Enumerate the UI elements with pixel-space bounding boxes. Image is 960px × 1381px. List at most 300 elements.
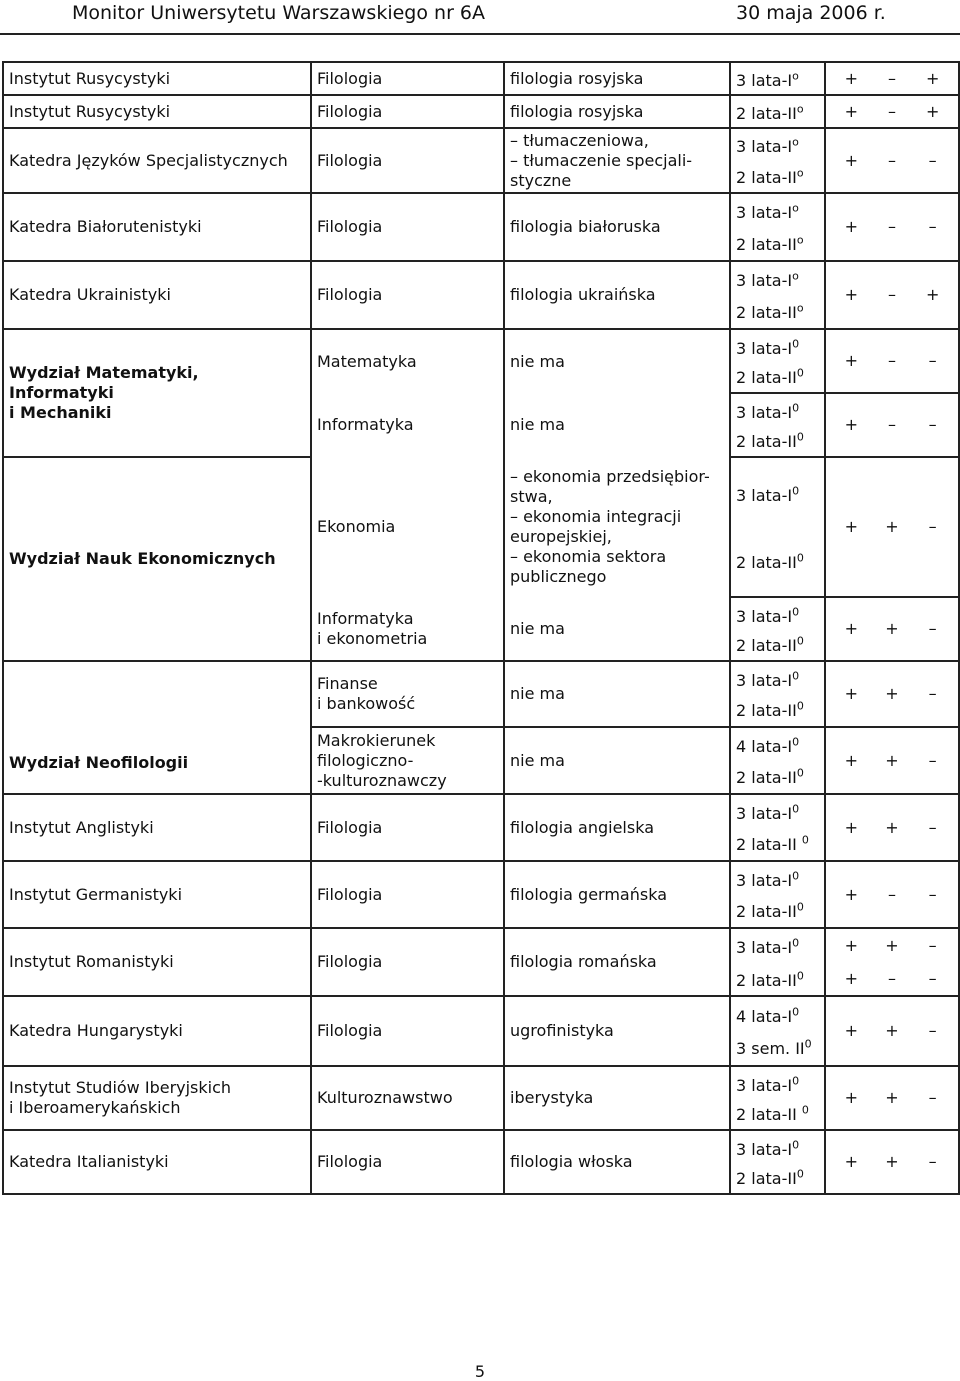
study-level bbox=[736, 1039, 812, 1058]
study-level-sup: 0 bbox=[796, 430, 804, 444]
level-line bbox=[736, 481, 819, 505]
spec-cell-line: – ekonomia przedsiębior- bbox=[510, 467, 710, 486]
field-cell-line: i ekonometria bbox=[317, 628, 428, 648]
study-level-text: 3 lata-I bbox=[736, 1139, 793, 1159]
unit-cell-text: Wydział Neofilologii bbox=[9, 752, 189, 772]
study-level bbox=[736, 835, 809, 854]
study-level bbox=[736, 432, 804, 451]
marks-group bbox=[831, 818, 953, 838]
marks-cell bbox=[825, 193, 959, 261]
mark: + bbox=[885, 684, 899, 703]
study-level-sup: 0 bbox=[792, 669, 800, 683]
marks-cell bbox=[825, 95, 959, 128]
study-level-text: 3 lata-I bbox=[736, 70, 793, 90]
field-cell-line: filologiczno- bbox=[317, 750, 414, 770]
table-row bbox=[3, 661, 959, 727]
table-row bbox=[3, 329, 959, 393]
level-cell bbox=[730, 928, 825, 962]
study-level-sup: 0 bbox=[796, 366, 804, 380]
study-level-text: 3 sem. II bbox=[736, 1039, 805, 1059]
marks-cell bbox=[825, 393, 959, 457]
study-level-text: 2 lata-II bbox=[736, 552, 797, 572]
marks-cell bbox=[825, 962, 959, 996]
marks-cell bbox=[825, 928, 959, 962]
marks-group bbox=[831, 684, 953, 704]
study-level-sup: 0 bbox=[792, 1074, 800, 1088]
publication-title: Monitor Uniwersytetu Warszawskiego nr 6A bbox=[72, 2, 485, 24]
spec-cell bbox=[504, 95, 730, 128]
field-cell-text: Matematyka bbox=[317, 351, 417, 371]
mark: + bbox=[844, 150, 859, 170]
field-cell-line: i bankowość bbox=[317, 694, 416, 713]
level-cell bbox=[730, 329, 825, 393]
unit-cell-line: Wydział Matematyki, Informatyki bbox=[9, 363, 199, 402]
mark: + bbox=[844, 1152, 859, 1171]
mark: – bbox=[887, 285, 896, 304]
level-cell bbox=[730, 861, 825, 928]
marks-group bbox=[831, 751, 953, 771]
mark: + bbox=[844, 884, 859, 904]
spec-cell-text: filologia włoska bbox=[510, 1152, 633, 1171]
level-cell bbox=[730, 128, 825, 193]
unit-cell-line: Instytut Studiów Iberyjskich bbox=[9, 1078, 232, 1097]
field-cell bbox=[311, 95, 504, 128]
field-cell bbox=[311, 727, 504, 794]
spec-cell-text: nie ma bbox=[510, 351, 565, 371]
field-cell bbox=[311, 393, 504, 457]
study-level-sup: 0 bbox=[792, 936, 800, 950]
spec-cell-text: filologia białoruska bbox=[510, 217, 661, 236]
marks-group bbox=[831, 1152, 953, 1172]
study-level-text: 2 lata-II bbox=[736, 834, 802, 854]
marks-group bbox=[831, 217, 953, 237]
study-level-sup: 0 bbox=[792, 605, 800, 619]
study-level-sup: 0 bbox=[801, 833, 809, 847]
field-cell bbox=[311, 1066, 504, 1130]
unit-cell bbox=[3, 193, 311, 261]
field-cell bbox=[311, 62, 504, 95]
marks-group bbox=[831, 415, 953, 435]
marks-group bbox=[831, 936, 953, 956]
spec-cell bbox=[504, 128, 730, 193]
spec-cell bbox=[504, 1130, 730, 1194]
marks-group bbox=[831, 885, 953, 905]
study-level bbox=[736, 168, 804, 187]
study-level-sup: o bbox=[796, 166, 804, 180]
field-cell bbox=[311, 329, 504, 393]
field-cell-line: Makrokierunek bbox=[317, 730, 436, 750]
spec-cell-text: nie ma bbox=[510, 750, 565, 770]
spec-cell bbox=[504, 996, 730, 1066]
publication-date: 30 maja 2006 r. bbox=[736, 2, 886, 24]
unit-cell-text: Instytut Anglistyki bbox=[9, 817, 154, 837]
mark: – bbox=[928, 684, 937, 703]
marks-group bbox=[831, 102, 953, 122]
spec-cell-text: nie ma bbox=[510, 684, 565, 703]
study-level-sup: 0 bbox=[796, 551, 804, 565]
unit-cell-text: Instytut Romanistyki bbox=[9, 952, 174, 971]
level-line bbox=[736, 667, 819, 691]
study-level-text: 2 lata-II bbox=[736, 970, 797, 990]
study-level-sup: 0 bbox=[792, 870, 800, 884]
study-level bbox=[736, 303, 804, 322]
mark: + bbox=[844, 1021, 859, 1040]
study-level-text: 3 lata-I bbox=[736, 271, 793, 291]
level-cell bbox=[730, 95, 825, 128]
marks-cell bbox=[825, 597, 959, 661]
mark: + bbox=[925, 101, 940, 121]
spec-cell bbox=[504, 393, 730, 457]
unit-cell-text: Instytut Rusycystyki bbox=[9, 101, 171, 121]
spec-cell-text: filologia angielska bbox=[510, 817, 654, 837]
marks-cell bbox=[825, 329, 959, 393]
unit-cell bbox=[3, 794, 311, 861]
study-level bbox=[736, 104, 804, 123]
programs-table bbox=[2, 61, 960, 1195]
marks-cell bbox=[825, 1130, 959, 1194]
level-cell bbox=[730, 661, 825, 727]
spec-cell bbox=[504, 261, 730, 329]
level-line bbox=[736, 898, 819, 922]
mark: – bbox=[887, 101, 896, 121]
level-line bbox=[736, 867, 819, 891]
study-level bbox=[736, 203, 799, 222]
level-cell bbox=[730, 393, 825, 457]
study-level bbox=[736, 768, 804, 787]
level-line bbox=[736, 267, 819, 291]
table-row bbox=[3, 193, 959, 261]
unit-cell bbox=[3, 1066, 311, 1130]
study-level bbox=[736, 486, 799, 505]
study-level-text: 3 lata-I bbox=[736, 203, 793, 223]
study-level-text: 2 lata-II bbox=[736, 1104, 802, 1124]
mark: – bbox=[928, 968, 937, 988]
unit-cell-text: Katedra Ukrainistyki bbox=[9, 285, 171, 304]
level-stack bbox=[736, 130, 819, 191]
study-level-text: 2 lata-II bbox=[736, 1168, 797, 1188]
study-level-sup: 0 bbox=[796, 699, 804, 713]
level-line bbox=[736, 363, 819, 387]
mark: – bbox=[887, 217, 896, 236]
level-stack bbox=[736, 730, 819, 791]
study-level-text: 3 lata-I bbox=[736, 804, 793, 824]
study-level bbox=[736, 553, 804, 572]
mark: – bbox=[887, 351, 896, 370]
level-stack bbox=[736, 396, 819, 454]
level-line bbox=[736, 1100, 819, 1124]
study-level-text: 2 lata-II bbox=[736, 901, 797, 921]
spec-cell-line: – ekonomia sektora bbox=[510, 547, 667, 566]
marks-group bbox=[831, 1088, 953, 1108]
marks-cell bbox=[825, 794, 959, 861]
field-cell-line: Finanse bbox=[317, 674, 378, 693]
level-cell bbox=[730, 794, 825, 861]
field-cell bbox=[311, 861, 504, 928]
mark: + bbox=[925, 285, 940, 304]
table-row bbox=[3, 1066, 959, 1130]
study-level-text: 2 lata-II bbox=[736, 367, 797, 387]
level-cell bbox=[730, 62, 825, 95]
level-line bbox=[736, 1135, 819, 1159]
study-level-sup: o bbox=[796, 233, 804, 247]
study-level-sup: 0 bbox=[804, 1037, 812, 1051]
level-line bbox=[736, 1003, 819, 1027]
level-stack bbox=[736, 1069, 819, 1127]
marks-group bbox=[831, 619, 953, 639]
level-line bbox=[736, 1035, 819, 1059]
marks-group bbox=[831, 351, 953, 371]
level-stack bbox=[736, 600, 819, 658]
field-cell-text: Ekonomia bbox=[317, 517, 396, 536]
spec-cell bbox=[504, 1066, 730, 1130]
mark: + bbox=[885, 1152, 899, 1171]
field-cell bbox=[311, 457, 504, 597]
mark: + bbox=[885, 1088, 899, 1107]
study-level bbox=[736, 636, 804, 655]
spec-cell-text: filologia rosyjska bbox=[510, 101, 644, 121]
mark: + bbox=[885, 619, 899, 638]
unit-cell-text: Wydział Nauk Ekonomicznych bbox=[9, 549, 276, 568]
spec-cell-text: iberystyka bbox=[510, 1088, 594, 1107]
mark: – bbox=[887, 884, 896, 904]
study-level-sup: 0 bbox=[801, 1103, 809, 1117]
study-level-sup: 0 bbox=[792, 1138, 800, 1152]
mark: – bbox=[928, 517, 937, 536]
level-stack bbox=[736, 999, 819, 1063]
spec-cell bbox=[504, 661, 730, 727]
spec-cell-line: publicznego bbox=[510, 567, 607, 586]
mark: – bbox=[887, 150, 896, 170]
level-stack bbox=[736, 460, 819, 594]
level-stack bbox=[736, 797, 819, 858]
study-level-text: 2 lata-II bbox=[736, 431, 797, 451]
mark: + bbox=[885, 935, 899, 955]
marks-cell bbox=[825, 62, 959, 95]
spec-cell bbox=[504, 62, 730, 95]
mark: – bbox=[887, 968, 896, 988]
field-cell-text: Filologia bbox=[317, 884, 383, 904]
field-cell bbox=[311, 996, 504, 1066]
field-cell-text: Filologia bbox=[317, 1021, 383, 1040]
level-line bbox=[736, 548, 819, 572]
mark: + bbox=[844, 415, 859, 434]
level-line bbox=[736, 733, 819, 757]
study-level bbox=[736, 701, 804, 720]
table-row bbox=[3, 95, 959, 128]
field-cell-text: Filologia bbox=[317, 285, 383, 304]
level-line bbox=[736, 164, 819, 188]
study-level-text: 2 lata-II bbox=[736, 701, 797, 721]
spec-cell-line: – ekonomia integracji bbox=[510, 507, 682, 526]
study-level bbox=[736, 607, 799, 626]
study-level bbox=[736, 804, 799, 823]
study-level bbox=[736, 938, 799, 957]
study-level bbox=[736, 271, 799, 290]
level-line bbox=[736, 764, 819, 788]
study-level bbox=[736, 1105, 809, 1124]
spec-cell bbox=[504, 928, 730, 996]
mark: – bbox=[928, 817, 937, 837]
field-cell-text: Filologia bbox=[317, 1152, 383, 1171]
page-header bbox=[0, 0, 960, 36]
study-level-sup: 0 bbox=[792, 337, 800, 351]
study-level bbox=[736, 235, 804, 254]
field-cell bbox=[311, 928, 504, 996]
unit-cell bbox=[3, 261, 311, 329]
level-stack bbox=[736, 664, 819, 724]
study-level-text: 3 lata-I bbox=[736, 137, 793, 157]
mark: + bbox=[844, 68, 859, 88]
header-rule bbox=[0, 33, 960, 35]
study-level bbox=[736, 671, 799, 690]
study-level bbox=[736, 71, 799, 90]
study-level-text: 4 lata-I bbox=[736, 737, 793, 757]
mark: – bbox=[928, 150, 937, 170]
mark: – bbox=[928, 1088, 937, 1107]
marks-cell bbox=[825, 261, 959, 329]
marks-cell bbox=[825, 861, 959, 928]
study-level-sup: 0 bbox=[796, 1167, 804, 1181]
unit-cell-text: Katedra Białorutenistyki bbox=[9, 217, 202, 236]
field-cell-line: -kulturoznawczy bbox=[317, 770, 447, 790]
level-line bbox=[736, 133, 819, 157]
field-cell-text: Filologia bbox=[317, 952, 383, 971]
level-line bbox=[736, 427, 819, 451]
field-cell bbox=[311, 193, 504, 261]
study-level-sup: 0 bbox=[796, 634, 804, 648]
study-level-sup: o bbox=[792, 136, 799, 150]
level-stack bbox=[736, 332, 819, 390]
level-cell bbox=[730, 193, 825, 261]
study-level-text: 3 lata-I bbox=[736, 671, 793, 691]
study-level bbox=[736, 368, 804, 387]
mark: + bbox=[844, 217, 859, 236]
mark: + bbox=[925, 68, 940, 88]
level-line bbox=[736, 631, 819, 655]
mark: – bbox=[928, 1152, 937, 1171]
mark: – bbox=[928, 217, 937, 236]
study-level bbox=[736, 1076, 799, 1095]
study-level-sup: 0 bbox=[792, 736, 800, 750]
marks-cell bbox=[825, 661, 959, 727]
unit-cell bbox=[3, 62, 311, 95]
page-number: 5 bbox=[474, 1362, 486, 1381]
study-level bbox=[736, 403, 799, 422]
study-level-text: 3 lata-I bbox=[736, 402, 793, 422]
unit-cell bbox=[3, 329, 311, 457]
study-level-text: 2 lata-II bbox=[736, 103, 797, 123]
study-level-text: 3 lata-I bbox=[736, 606, 793, 626]
marks-group bbox=[831, 151, 953, 171]
study-level-text: 3 lata-I bbox=[736, 485, 793, 505]
spec-cell-text: filologia germańska bbox=[510, 884, 667, 904]
study-level-text: 2 lata-II bbox=[736, 303, 797, 323]
level-line bbox=[736, 231, 819, 255]
spec-cell-text: nie ma bbox=[510, 415, 565, 434]
spec-cell-text: nie ma bbox=[510, 618, 565, 638]
field-cell-text: Filologia bbox=[317, 817, 383, 837]
level-cell bbox=[730, 457, 825, 597]
study-level-sup: 0 bbox=[796, 969, 804, 983]
study-level-sup: o bbox=[792, 201, 799, 215]
study-level-text: 2 lata-II bbox=[736, 635, 797, 655]
spec-cell-text: filologia ukraińska bbox=[510, 285, 656, 304]
unit-cell bbox=[3, 457, 311, 661]
marks-cell bbox=[825, 1066, 959, 1130]
level-cell bbox=[730, 261, 825, 329]
level-line bbox=[736, 398, 819, 422]
table-row bbox=[3, 861, 959, 928]
table-row bbox=[3, 996, 959, 1066]
study-level-sup: 0 bbox=[792, 401, 800, 415]
study-level bbox=[736, 1169, 804, 1188]
marks-cell bbox=[825, 727, 959, 794]
study-level-sup: 0 bbox=[792, 484, 800, 498]
mark: + bbox=[885, 750, 899, 770]
level-line bbox=[736, 831, 819, 855]
marks-group bbox=[831, 285, 953, 305]
mark: – bbox=[928, 884, 937, 904]
field-cell bbox=[311, 661, 504, 727]
spec-cell bbox=[504, 727, 730, 794]
field-cell-text: Filologia bbox=[317, 68, 383, 88]
marks-group bbox=[831, 517, 953, 537]
unit-cell bbox=[3, 996, 311, 1066]
study-level-sup: o bbox=[792, 269, 799, 283]
study-level-sup: o bbox=[792, 69, 799, 83]
level-cell bbox=[730, 597, 825, 661]
table-row bbox=[3, 62, 959, 95]
study-level bbox=[736, 971, 804, 990]
marks-cell bbox=[825, 128, 959, 193]
mark: – bbox=[928, 351, 937, 370]
mark: – bbox=[928, 415, 937, 434]
level-cell bbox=[730, 1130, 825, 1194]
level-stack bbox=[736, 195, 819, 259]
spec-cell bbox=[504, 861, 730, 928]
table-row bbox=[3, 261, 959, 329]
spec-cell bbox=[504, 457, 730, 597]
mark: + bbox=[844, 285, 859, 304]
mark: + bbox=[844, 750, 859, 770]
study-level-sup: 0 bbox=[796, 766, 804, 780]
study-level-text: 2 lata-II bbox=[736, 767, 797, 787]
mark: – bbox=[928, 750, 937, 770]
table-row bbox=[3, 457, 959, 597]
study-level-text: 3 lata-I bbox=[736, 1075, 793, 1095]
level-cell bbox=[730, 727, 825, 794]
marks-cell bbox=[825, 457, 959, 597]
study-level-text: 3 lata-I bbox=[736, 338, 793, 358]
study-level-sup: 0 bbox=[792, 803, 800, 817]
study-level bbox=[736, 339, 799, 358]
table-row bbox=[3, 794, 959, 861]
mark: + bbox=[885, 517, 899, 536]
mark: + bbox=[844, 517, 859, 536]
table-row bbox=[3, 128, 959, 193]
spec-cell-text: filologia rosyjska bbox=[510, 68, 644, 88]
mark: + bbox=[844, 1088, 859, 1107]
unit-cell-text: Katedra Języków Specjalistycznych bbox=[9, 150, 288, 170]
mark: + bbox=[844, 684, 859, 703]
level-stack bbox=[736, 1133, 819, 1191]
study-level-sup: o bbox=[796, 102, 804, 116]
study-level-sup: 0 bbox=[796, 900, 804, 914]
spec-cell bbox=[504, 794, 730, 861]
mark: – bbox=[928, 935, 937, 955]
field-cell-text: Filologia bbox=[317, 217, 383, 236]
spec-cell-line: stwa, bbox=[510, 487, 553, 506]
